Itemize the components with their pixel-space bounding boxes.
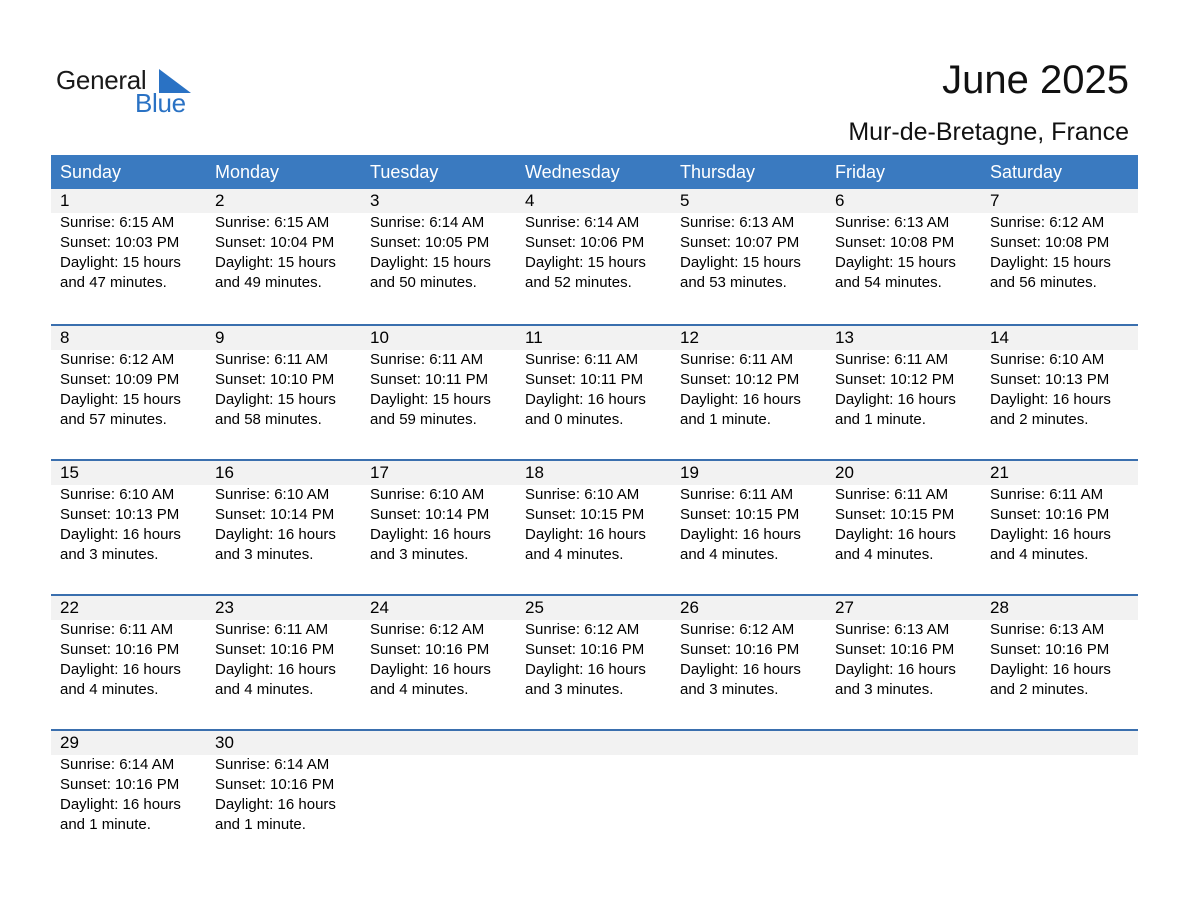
daylight-hours: Daylight: 16 hours — [680, 391, 801, 408]
sunrise-time: Sunrise: 6:11 AM — [370, 351, 484, 368]
sunrise-time: Sunrise: 6:10 AM — [525, 486, 640, 503]
daylight-hours: Daylight: 15 hours — [60, 391, 181, 408]
logo-text-blue: Blue — [135, 88, 186, 118]
daylight-minutes: and 3 minutes. — [680, 681, 779, 698]
day-cell — [206, 213, 361, 293]
day-number: 3 — [370, 191, 380, 210]
day-number-row — [51, 731, 1138, 755]
day-number: 20 — [835, 463, 854, 482]
day-cell — [361, 485, 516, 565]
sunrise-time: Sunrise: 6:11 AM — [525, 351, 639, 368]
day-number: 12 — [680, 328, 699, 347]
sunrise-time: Sunrise: 6:11 AM — [215, 621, 329, 638]
daylight-hours: Daylight: 15 hours — [680, 254, 801, 271]
daylight-minutes: and 0 minutes. — [525, 411, 624, 428]
day-number — [671, 731, 826, 755]
daylight-minutes: and 1 minute. — [680, 411, 771, 428]
day-number: 27 — [835, 598, 854, 617]
day-number: 17 — [370, 463, 389, 482]
day-number: 5 — [680, 191, 690, 210]
sunrise-time: Sunrise: 6:11 AM — [680, 351, 794, 368]
sunset-time: Sunset: 10:08 PM — [835, 234, 955, 251]
day-number: 14 — [990, 328, 1009, 347]
day-number-row — [51, 461, 1138, 485]
day-number: 18 — [525, 463, 544, 482]
daylight-hours: Daylight: 16 hours — [680, 526, 801, 543]
day-cell — [206, 350, 361, 430]
daylight-minutes: and 53 minutes. — [680, 274, 787, 291]
sunrise-time: Sunrise: 6:12 AM — [60, 351, 175, 368]
sunrise-time: Sunrise: 6:12 AM — [990, 214, 1105, 231]
daylight-hours: Daylight: 15 hours — [990, 254, 1111, 271]
daylight-hours: Daylight: 15 hours — [835, 254, 956, 271]
day-number: 2 — [215, 191, 225, 210]
day-cell — [826, 485, 981, 565]
sunrise-time: Sunrise: 6:11 AM — [60, 621, 174, 638]
daylight-hours: Daylight: 15 hours — [215, 254, 336, 271]
sunset-time: Sunset: 10:16 PM — [370, 641, 490, 658]
calendar-week — [51, 459, 1138, 594]
sunrise-time: Sunrise: 6:11 AM — [990, 486, 1104, 503]
day-number: 4 — [525, 191, 535, 210]
day-number: 29 — [60, 733, 79, 752]
calendar-week — [51, 729, 1138, 864]
daylight-hours: Daylight: 16 hours — [525, 526, 646, 543]
sunrise-time: Sunrise: 6:12 AM — [680, 621, 795, 638]
day-cell — [671, 350, 826, 430]
daylight-minutes: and 3 minutes. — [60, 546, 159, 563]
day-number: 6 — [835, 191, 845, 210]
day-number: 22 — [60, 598, 79, 617]
daylight-minutes: and 3 minutes. — [215, 546, 314, 563]
sunset-time: Sunset: 10:15 PM — [525, 506, 645, 523]
day-number: 7 — [990, 191, 1000, 210]
daylight-minutes: and 1 minute. — [835, 411, 926, 428]
daylight-hours: Daylight: 15 hours — [370, 391, 491, 408]
sunset-time: Sunset: 10:15 PM — [835, 506, 955, 523]
daylight-hours: Daylight: 15 hours — [215, 391, 336, 408]
sunrise-time: Sunrise: 6:15 AM — [60, 214, 175, 231]
day-cell — [361, 620, 516, 700]
day-cell — [826, 213, 981, 293]
day-cell — [51, 755, 206, 835]
daylight-minutes: and 1 minute. — [215, 816, 306, 833]
sunset-time: Sunset: 10:16 PM — [525, 641, 645, 658]
day-number-row — [51, 596, 1138, 620]
day-number: 30 — [215, 733, 234, 752]
day-number-row — [51, 189, 1138, 213]
sunset-time: Sunset: 10:16 PM — [215, 641, 335, 658]
calendar-week — [51, 594, 1138, 729]
daylight-minutes: and 57 minutes. — [60, 411, 167, 428]
daylight-minutes: and 2 minutes. — [990, 681, 1089, 698]
page-title: June 2025 — [942, 58, 1129, 102]
day-cell — [981, 485, 1138, 565]
daylight-hours: Daylight: 16 hours — [835, 661, 956, 678]
sunset-time: Sunset: 10:10 PM — [215, 371, 335, 388]
sunset-time: Sunset: 10:16 PM — [215, 776, 335, 793]
sunset-time: Sunset: 10:16 PM — [990, 641, 1110, 658]
weekday-header: Sunday — [60, 162, 122, 182]
day-cell — [671, 213, 826, 293]
sunset-time: Sunset: 10:14 PM — [370, 506, 490, 523]
sunrise-time: Sunrise: 6:11 AM — [835, 351, 949, 368]
weekday-header: Friday — [835, 162, 886, 182]
day-cell — [671, 485, 826, 565]
calendar-weeks — [51, 189, 1138, 864]
calendar-week — [51, 324, 1138, 459]
day-number: 25 — [525, 598, 544, 617]
sunset-time: Sunset: 10:16 PM — [835, 641, 955, 658]
day-info-row — [51, 213, 1138, 293]
day-number: 28 — [990, 598, 1009, 617]
sunset-time: Sunset: 10:14 PM — [215, 506, 335, 523]
sunset-time: Sunset: 10:15 PM — [680, 506, 800, 523]
day-cell — [516, 620, 671, 700]
day-number: 19 — [680, 463, 699, 482]
sunset-time: Sunset: 10:12 PM — [680, 371, 800, 388]
day-number — [361, 731, 516, 755]
day-cell — [516, 213, 671, 293]
day-number: 15 — [60, 463, 79, 482]
day-cell — [981, 620, 1138, 700]
sunset-time: Sunset: 10:13 PM — [990, 371, 1110, 388]
sunrise-time: Sunrise: 6:10 AM — [990, 351, 1105, 368]
day-number — [516, 731, 671, 755]
day-cell — [206, 485, 361, 565]
daylight-minutes: and 4 minutes. — [680, 546, 779, 563]
sunrise-time: Sunrise: 6:15 AM — [215, 214, 330, 231]
day-info-row — [51, 485, 1138, 565]
daylight-minutes: and 56 minutes. — [990, 274, 1097, 291]
day-cell — [206, 620, 361, 700]
sunrise-time: Sunrise: 6:12 AM — [525, 621, 640, 638]
day-cell — [51, 350, 206, 430]
daylight-hours: Daylight: 15 hours — [60, 254, 181, 271]
day-cell — [826, 755, 981, 835]
daylight-minutes: and 59 minutes. — [370, 411, 477, 428]
logo-text-general: General — [56, 65, 147, 95]
sunset-time: Sunset: 10:05 PM — [370, 234, 490, 251]
daylight-hours: Daylight: 16 hours — [215, 796, 336, 813]
day-number: 13 — [835, 328, 854, 347]
day-info-row — [51, 620, 1138, 700]
day-number: 24 — [370, 598, 389, 617]
sunrise-time: Sunrise: 6:10 AM — [370, 486, 485, 503]
day-number: 9 — [215, 328, 225, 347]
sunset-time: Sunset: 10:08 PM — [990, 234, 1110, 251]
daylight-minutes: and 3 minutes. — [835, 681, 934, 698]
daylight-minutes: and 58 minutes. — [215, 411, 322, 428]
weekday-header: Tuesday — [370, 162, 439, 182]
daylight-hours: Daylight: 15 hours — [370, 254, 491, 271]
sunrise-time: Sunrise: 6:10 AM — [215, 486, 330, 503]
daylight-minutes: and 4 minutes. — [215, 681, 314, 698]
weekday-header-row — [51, 155, 1138, 189]
day-cell — [981, 755, 1138, 835]
daylight-hours: Daylight: 16 hours — [525, 661, 646, 678]
day-cell — [51, 213, 206, 293]
day-info-row — [51, 755, 1138, 835]
daylight-minutes: and 54 minutes. — [835, 274, 942, 291]
sunrise-time: Sunrise: 6:13 AM — [835, 621, 950, 638]
sunrise-time: Sunrise: 6:14 AM — [370, 214, 485, 231]
daylight-minutes: and 4 minutes. — [60, 681, 159, 698]
day-cell — [361, 755, 516, 835]
daylight-hours: Daylight: 16 hours — [525, 391, 646, 408]
daylight-minutes: and 3 minutes. — [370, 546, 469, 563]
daylight-hours: Daylight: 16 hours — [370, 526, 491, 543]
sunrise-time: Sunrise: 6:13 AM — [990, 621, 1105, 638]
daylight-hours: Daylight: 16 hours — [990, 661, 1111, 678]
day-cell — [51, 620, 206, 700]
day-cell — [981, 350, 1138, 430]
daylight-minutes: and 4 minutes. — [990, 546, 1089, 563]
daylight-hours: Daylight: 16 hours — [835, 391, 956, 408]
daylight-hours: Daylight: 16 hours — [215, 661, 336, 678]
day-cell — [361, 350, 516, 430]
daylight-hours: Daylight: 16 hours — [835, 526, 956, 543]
day-cell — [516, 755, 671, 835]
day-number — [981, 731, 1138, 755]
sunset-time: Sunset: 10:16 PM — [680, 641, 800, 658]
day-cell — [671, 755, 826, 835]
sunset-time: Sunset: 10:16 PM — [60, 641, 180, 658]
day-number — [826, 731, 981, 755]
daylight-minutes: and 49 minutes. — [215, 274, 322, 291]
daylight-minutes: and 1 minute. — [60, 816, 151, 833]
day-number: 21 — [990, 463, 1009, 482]
sunset-time: Sunset: 10:07 PM — [680, 234, 800, 251]
daylight-hours: Daylight: 16 hours — [60, 796, 181, 813]
day-number: 11 — [525, 328, 543, 347]
calendar-grid — [51, 155, 1138, 864]
day-cell — [51, 485, 206, 565]
sunset-time: Sunset: 10:11 PM — [370, 371, 489, 388]
day-cell — [671, 620, 826, 700]
day-number: 16 — [215, 463, 234, 482]
weekday-header: Wednesday — [525, 162, 620, 182]
daylight-minutes: and 2 minutes. — [990, 411, 1089, 428]
day-cell — [981, 213, 1138, 293]
day-number: 10 — [370, 328, 389, 347]
day-number: 26 — [680, 598, 699, 617]
sunset-time: Sunset: 10:04 PM — [215, 234, 335, 251]
daylight-minutes: and 50 minutes. — [370, 274, 477, 291]
daylight-hours: Daylight: 16 hours — [60, 661, 181, 678]
day-cell — [361, 213, 516, 293]
daylight-minutes: and 47 minutes. — [60, 274, 167, 291]
sunrise-time: Sunrise: 6:11 AM — [680, 486, 794, 503]
sunrise-time: Sunrise: 6:11 AM — [215, 351, 329, 368]
daylight-hours: Daylight: 16 hours — [990, 526, 1111, 543]
daylight-minutes: and 52 minutes. — [525, 274, 632, 291]
daylight-hours: Daylight: 15 hours — [525, 254, 646, 271]
day-cell — [826, 350, 981, 430]
day-cell — [516, 485, 671, 565]
day-cell — [516, 350, 671, 430]
sunrise-time: Sunrise: 6:14 AM — [60, 756, 175, 773]
sunset-time: Sunset: 10:11 PM — [525, 371, 644, 388]
day-info-row — [51, 350, 1138, 430]
sunrise-time: Sunrise: 6:14 AM — [215, 756, 330, 773]
location-subtitle: Mur-de-Bretagne, France — [848, 118, 1129, 146]
sunrise-time: Sunrise: 6:12 AM — [370, 621, 485, 638]
sunrise-time: Sunrise: 6:13 AM — [835, 214, 950, 231]
daylight-hours: Daylight: 16 hours — [60, 526, 181, 543]
sunrise-time: Sunrise: 6:10 AM — [60, 486, 175, 503]
sunset-time: Sunset: 10:03 PM — [60, 234, 180, 251]
day-number: 8 — [60, 328, 70, 347]
day-number: 1 — [60, 191, 70, 210]
daylight-hours: Daylight: 16 hours — [990, 391, 1111, 408]
daylight-minutes: and 4 minutes. — [370, 681, 469, 698]
sunrise-time: Sunrise: 6:11 AM — [835, 486, 949, 503]
day-cell — [826, 620, 981, 700]
weekday-header: Saturday — [990, 162, 1063, 182]
sunset-time: Sunset: 10:06 PM — [525, 234, 645, 251]
calendar-week — [51, 189, 1138, 324]
day-number: 23 — [215, 598, 234, 617]
sunset-time: Sunset: 10:13 PM — [60, 506, 180, 523]
weekday-header: Monday — [215, 162, 280, 182]
day-cell — [206, 755, 361, 835]
daylight-hours: Daylight: 16 hours — [215, 526, 336, 543]
logo — [56, 64, 196, 120]
daylight-hours: Daylight: 16 hours — [680, 661, 801, 678]
sunset-time: Sunset: 10:16 PM — [60, 776, 180, 793]
sunset-time: Sunset: 10:09 PM — [60, 371, 180, 388]
day-number-row — [51, 326, 1138, 350]
daylight-hours: Daylight: 16 hours — [370, 661, 491, 678]
daylight-minutes: and 4 minutes. — [835, 546, 934, 563]
daylight-minutes: and 4 minutes. — [525, 546, 624, 563]
sunrise-time: Sunrise: 6:13 AM — [680, 214, 795, 231]
weekday-header: Thursday — [680, 162, 756, 182]
sunrise-time: Sunrise: 6:14 AM — [525, 214, 640, 231]
sunset-time: Sunset: 10:16 PM — [990, 506, 1110, 523]
sunset-time: Sunset: 10:12 PM — [835, 371, 955, 388]
daylight-minutes: and 3 minutes. — [525, 681, 624, 698]
